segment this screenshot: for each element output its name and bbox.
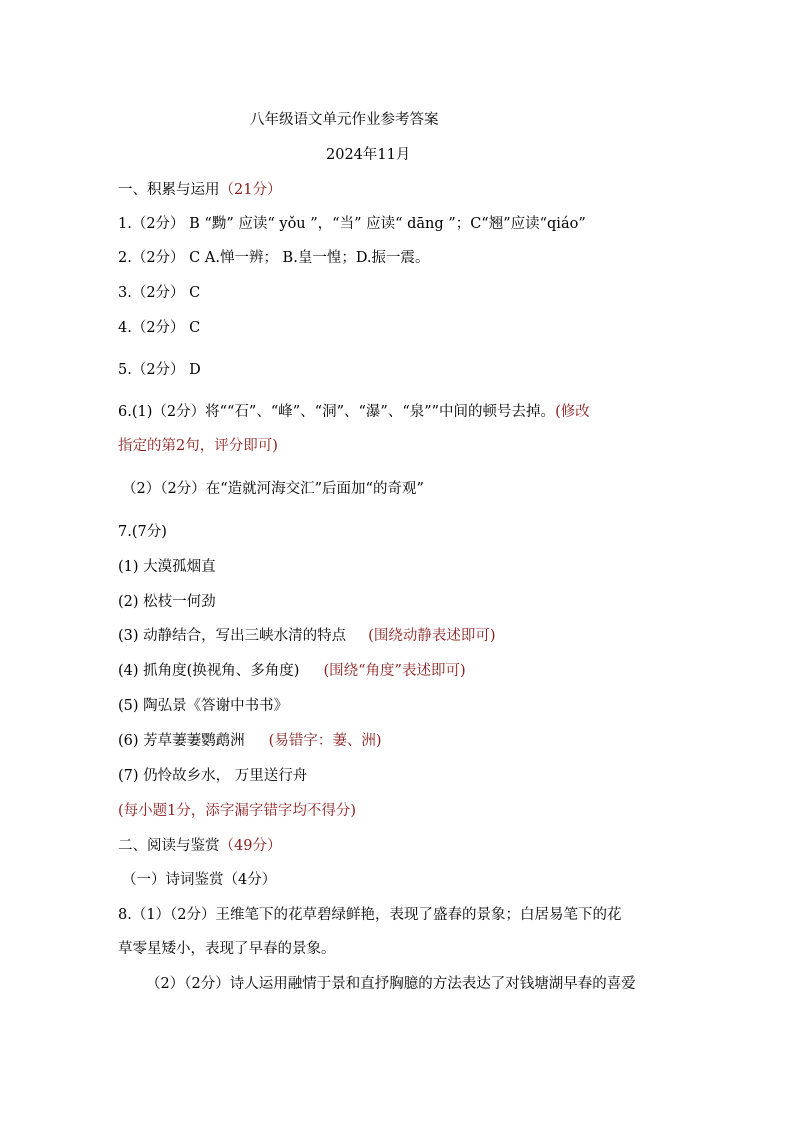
answer-q7-7: (7) 仍怜故乡水， 万里送行舟 [118, 768, 308, 784]
answer-q7-3-text: (3) 动静结合，写出三峡水清的特点 [118, 628, 347, 644]
section2-heading-score: （49分） [219, 838, 282, 854]
answer-q6-1-note-b: 指定的第2句，评分即可) [118, 438, 278, 454]
answer-q6-1-note-a: (修改 [555, 404, 590, 420]
answer-q2: 2.（2分） C A.惮一辨； B.皇一惶；D.振一震。 [118, 250, 430, 266]
answer-q7-4-note: (围绕“角度”表述即可) [323, 663, 466, 679]
answer-q7-4-text: (4) 抓角度(换视角、多角度) [118, 663, 300, 679]
answer-q3: 3.（2分） C [118, 285, 201, 301]
answer-q8-1-line1: 8.（1）（2分）王维笔下的花草碧绿鲜艳，表现了盛春的景象；白居易笔下的花 [118, 907, 622, 923]
answer-q7-6 [118, 731, 381, 751]
section2-heading-text: 二、阅读与鉴赏 [118, 838, 220, 854]
answer-q7-6-text: (6) 芳草萋萋鹦鹉洲 [118, 733, 245, 749]
section1-heading-text: 一、积累与运用 [118, 182, 220, 198]
answer-q7-4 [118, 661, 466, 681]
document-title: 八年级语文单元作业参考答案 [250, 112, 439, 128]
document-date: 2024年11月 [326, 147, 411, 163]
answer-q4: 4.（2分） C [118, 320, 201, 336]
section1-heading-score: （21分） [219, 182, 282, 198]
answer-q5: 5.（2分） D [118, 362, 201, 378]
section2-sub1: （一）诗词鉴赏（4分） [122, 872, 277, 888]
answer-q6-1 [118, 402, 590, 422]
answer-q7-2: (2) 松枝一何劲 [118, 594, 216, 610]
section2-heading [118, 836, 281, 856]
answer-q7-3 [118, 626, 495, 646]
answer-q8-1-line2: 草零星矮小，表现了早春的景象。 [118, 941, 336, 957]
answer-q7-scoring-note: (每小题1分，添字漏字错字均不得分) [118, 803, 357, 819]
answer-q7-1: (1) 大漠孤烟直 [118, 559, 216, 575]
answer-q6-2: （2）（2分）在“造就河海交汇”后面加“的奇观” [122, 481, 424, 497]
answer-q7-heading: 7.(7分) [118, 524, 167, 540]
answer-q7-3-note: (围绕动静表述即可) [368, 628, 496, 644]
answer-q1: 1.（2分） B “黝” 应读“ yǒu ”，“当” 应读“ dāng ”；C“翘”应读“qiáo” [118, 216, 586, 232]
answer-q7-6-note: (易错字：萋、洲) [268, 733, 382, 749]
answer-q6-1-text: 6.(1)（2分）将““石”、“峰”、“洞”、“瀑”、“泉””中间的顿号去掉。 [118, 404, 556, 420]
section1-heading [118, 180, 281, 200]
answer-q7-5: (5) 陶弘景《答谢中书书》 [118, 698, 289, 714]
answer-q8-2: （2）（2分）诗人运用融情于景和直抒胸臆的方法表达了对钱塘湖早春的喜爱 [146, 976, 636, 992]
